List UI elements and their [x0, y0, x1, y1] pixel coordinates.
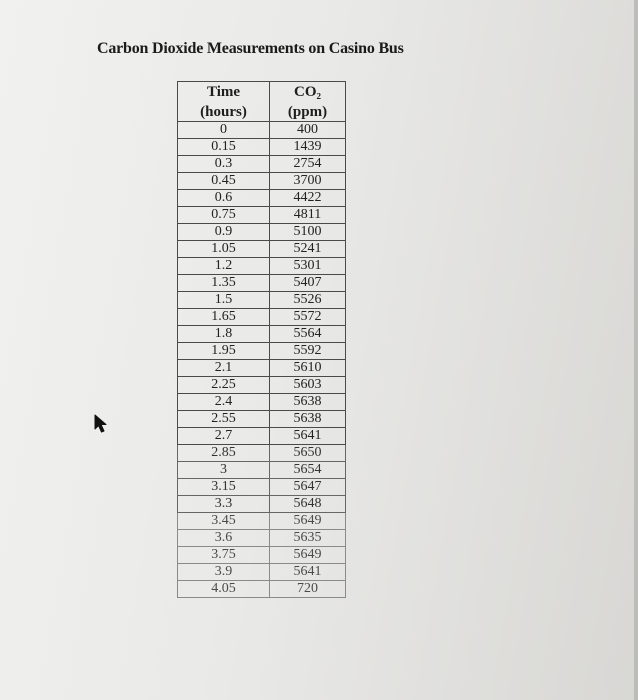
- co2-cell: 400: [270, 122, 346, 139]
- mouse-pointer-icon: [94, 414, 110, 434]
- time-header: Time: [178, 82, 270, 103]
- time-cell: 2.55: [178, 411, 270, 428]
- table-row: [178, 411, 346, 428]
- co2-cell: 5647: [270, 479, 346, 496]
- time-cell: 1.8: [178, 326, 270, 343]
- co2-cell: 720: [270, 581, 346, 598]
- page-edge-shadow: [634, 0, 638, 700]
- time-cell: 0.6: [178, 190, 270, 207]
- table-row: [178, 377, 346, 394]
- table-row: [178, 479, 346, 496]
- table-row: [178, 224, 346, 241]
- co2-cell: 3700: [270, 173, 346, 190]
- time-unit-header: (hours): [178, 102, 270, 122]
- table-row: [178, 513, 346, 530]
- time-cell: 1.5: [178, 292, 270, 309]
- co2-cell: 5654: [270, 462, 346, 479]
- time-cell: 3.9: [178, 564, 270, 581]
- time-cell: 0: [178, 122, 270, 139]
- co2-cell: 5638: [270, 394, 346, 411]
- time-cell: 4.05: [178, 581, 270, 598]
- co2-cell: 5603: [270, 377, 346, 394]
- time-cell: 0.9: [178, 224, 270, 241]
- table-row: [178, 190, 346, 207]
- table-row: [178, 496, 346, 513]
- table-row: [178, 564, 346, 581]
- table-row: [178, 326, 346, 343]
- table-row: [178, 343, 346, 360]
- co2-cell: 5407: [270, 275, 346, 292]
- table-row: [178, 292, 346, 309]
- time-cell: 3.15: [178, 479, 270, 496]
- table-row: [178, 207, 346, 224]
- time-cell: 3.3: [178, 496, 270, 513]
- time-cell: 2.4: [178, 394, 270, 411]
- time-cell: 1.2: [178, 258, 270, 275]
- time-cell: 1.05: [178, 241, 270, 258]
- co2-cell: 5572: [270, 309, 346, 326]
- co2-cell: 5564: [270, 326, 346, 343]
- time-cell: 0.15: [178, 139, 270, 156]
- co2-measurements-table: [177, 81, 346, 598]
- page-title: Carbon Dioxide Measurements on Casino Bus: [97, 40, 404, 57]
- time-cell: 2.7: [178, 428, 270, 445]
- co2-cell: 5650: [270, 445, 346, 462]
- table-row: [178, 530, 346, 547]
- time-cell: 0.45: [178, 173, 270, 190]
- time-cell: 2.25: [178, 377, 270, 394]
- co2-cell: 4811: [270, 207, 346, 224]
- co2-cell: 5100: [270, 224, 346, 241]
- table-row: [178, 360, 346, 377]
- co2-cell: 5241: [270, 241, 346, 258]
- co2-cell: 5649: [270, 513, 346, 530]
- time-cell: 0.3: [178, 156, 270, 173]
- time-cell: 3.6: [178, 530, 270, 547]
- time-cell: 3: [178, 462, 270, 479]
- co2-cell: 5641: [270, 564, 346, 581]
- co2-cell: 5648: [270, 496, 346, 513]
- table-row: [178, 275, 346, 292]
- table-header-row: [178, 82, 346, 103]
- co2-cell: 5526: [270, 292, 346, 309]
- table-row: [178, 139, 346, 156]
- table-row: [178, 241, 346, 258]
- co2-cell: 5592: [270, 343, 346, 360]
- table-row: [178, 394, 346, 411]
- time-cell: 1.65: [178, 309, 270, 326]
- table-row: [178, 547, 346, 564]
- time-cell: 3.75: [178, 547, 270, 564]
- co2-cell: 5610: [270, 360, 346, 377]
- time-cell: 2.1: [178, 360, 270, 377]
- time-cell: 2.85: [178, 445, 270, 462]
- time-cell: 1.35: [178, 275, 270, 292]
- time-cell: 1.95: [178, 343, 270, 360]
- table-row: [178, 156, 346, 173]
- co2-cell: 5641: [270, 428, 346, 445]
- co2-header: CO₂: [270, 82, 346, 103]
- co2-cell: 2754: [270, 156, 346, 173]
- table-row: [178, 173, 346, 190]
- table-row: [178, 122, 346, 139]
- table-row: [178, 309, 346, 326]
- time-cell: 0.75: [178, 207, 270, 224]
- table-header-units-row: [178, 102, 346, 122]
- co2-cell: 5649: [270, 547, 346, 564]
- time-cell: 3.45: [178, 513, 270, 530]
- table-row: [178, 428, 346, 445]
- co2-cell: 4422: [270, 190, 346, 207]
- co2-cell: 1439: [270, 139, 346, 156]
- table-row: [178, 581, 346, 598]
- co2-cell: 5638: [270, 411, 346, 428]
- co2-unit-header: (ppm): [270, 102, 346, 122]
- table-row: [178, 258, 346, 275]
- table-row: [178, 445, 346, 462]
- co2-cell: 5635: [270, 530, 346, 547]
- table-row: [178, 462, 346, 479]
- co2-cell: 5301: [270, 258, 346, 275]
